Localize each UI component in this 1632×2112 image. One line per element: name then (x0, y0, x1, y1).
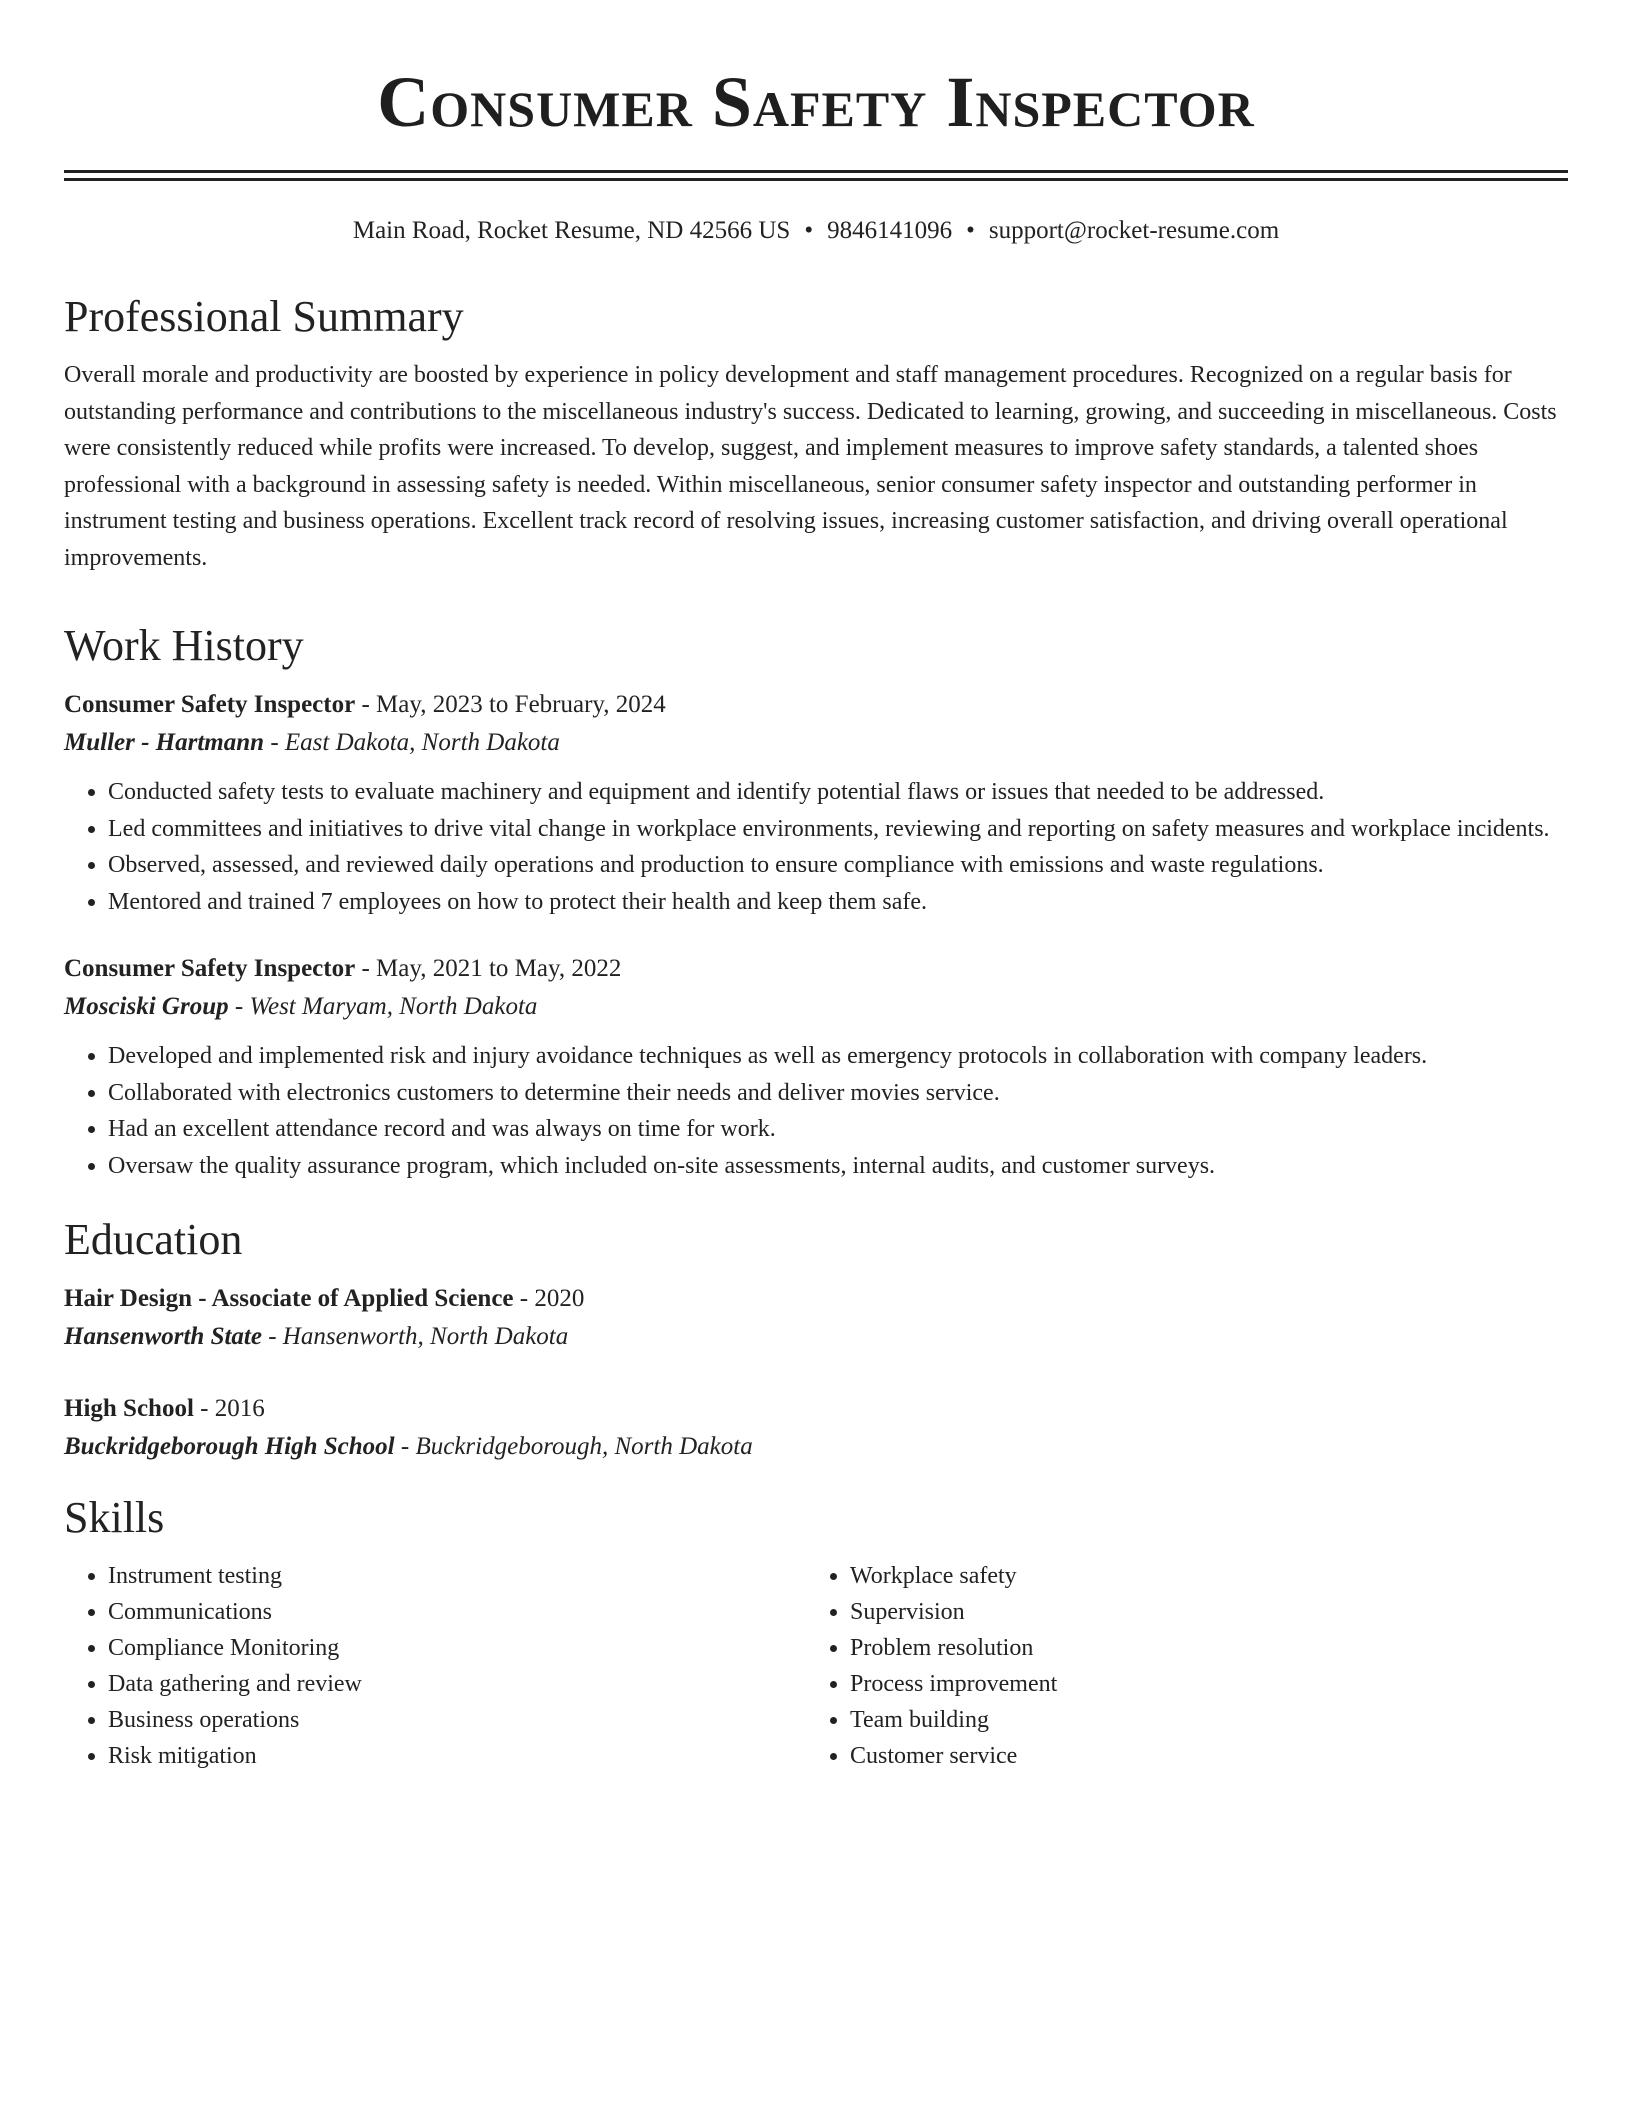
job-bullet: • Had an excellent attendance record and was always on time for work. (108, 1111, 1568, 1148)
job-role: Consumer Safety Inspector (64, 955, 356, 982)
skills-list-right (806, 1558, 1548, 1774)
education-entry (64, 1390, 1568, 1466)
job-bullet: • Developed and implemented risk and injury avoidance techniques as well as emergency protocols in collaboration with company leaders. (108, 1038, 1568, 1075)
job-header (64, 950, 1568, 988)
skills-list-left (64, 1558, 806, 1774)
job-dates: - May, 2021 to May, 2022 (355, 955, 622, 982)
education-location: - Hansenworth, North Dakota (261, 1323, 569, 1350)
contact-line (64, 215, 1568, 247)
education-year: - 2016 (193, 1395, 265, 1422)
education-degree: Hair Design - Associate of Applied Science (64, 1285, 514, 1312)
education-school: Buckridgeborough High School (64, 1433, 395, 1460)
skills-columns (64, 1558, 1568, 1774)
contact-phone: 9846141096 (827, 217, 953, 244)
job-bullets (64, 1038, 1568, 1184)
skill-item: • Problem resolution (850, 1630, 1548, 1666)
section-title-skills: Skills (64, 1493, 165, 1542)
job-company-line (64, 988, 1568, 1026)
job-bullet: • Led committees and initiatives to drive vital change in workplace environments, reviewing and reporting on safety measures and workplace incidents. (108, 811, 1568, 848)
education-school: Hansenworth State (64, 1323, 262, 1350)
job-bullet: • Collaborated with electronics customers to determine their needs and deliver movies service. (108, 1075, 1568, 1112)
skill-item: • Supervision (850, 1594, 1548, 1630)
education-degree: High School (64, 1395, 194, 1422)
education-location: - Buckridgeborough, North Dakota (394, 1433, 753, 1460)
job-bullet: • Conducted safety tests to evaluate machinery and equipment and identify potential flaws or issues that needed to be addressed. (108, 774, 1568, 811)
job-location: - West Maryam, North Dakota (228, 993, 538, 1020)
education-header (64, 1390, 1568, 1428)
job-bullets (64, 774, 1568, 920)
job-location: - East Dakota, North Dakota (264, 729, 560, 756)
job-bullet: • Oversaw the quality assurance program, which included on-site assessments, internal audits, and customer surveys. (108, 1148, 1568, 1185)
skill-item: • Risk mitigation (108, 1738, 806, 1774)
education-school-line (64, 1318, 1568, 1356)
summary-text: Overall morale and productivity are boosted by experience in policy development and staff management procedures. Recognized on a regular basis for outstanding performance and contributions to the miscellaneous industry's success. Dedicated to learning, growing, and succeeding in miscellaneous. Costs were consistently reduced while profits were increased. To develop, suggest, and implement measures to improve safety standards, a talented shoes professional with a background in assessing safety is needed. Within miscellaneous, senior consumer safety inspector and outstanding performer in instrument testing and business operations. Excellent track record of resolving issues, increasing customer satisfaction, and driving overall operational improvements. (64, 362, 1557, 571)
contact-separator: • (804, 217, 814, 244)
job-entry (64, 950, 1568, 1184)
skill-item: • Data gathering and review (108, 1666, 806, 1702)
job-entry (64, 686, 1568, 920)
skill-item: • Team building (850, 1702, 1548, 1738)
contact-email: support@rocket-resume.com (988, 217, 1280, 244)
contact-address: Main Road, Rocket Resume, ND 42566 US (352, 217, 791, 244)
skill-item: • Customer service (850, 1738, 1548, 1774)
section-title-summary: Professional Summary (64, 292, 464, 341)
job-dates: - May, 2023 to February, 2024 (355, 691, 666, 718)
skill-item: • Instrument testing (108, 1558, 806, 1594)
skill-item: • Workplace safety (850, 1558, 1548, 1594)
job-header (64, 686, 1568, 724)
skill-item: • Process improvement (850, 1666, 1548, 1702)
header-double-rule (64, 170, 1568, 181)
resume-name-title: Consumer Safety Inspector (377, 62, 1255, 142)
job-bullet: • Mentored and trained 7 employees on how to protect their health and keep them safe. (108, 884, 1568, 921)
education-school-line (64, 1428, 1568, 1466)
skill-item: • Communications (108, 1594, 806, 1630)
job-bullet: • Observed, assessed, and reviewed daily operations and production to ensure compliance with emissions and waste regulations. (108, 847, 1568, 884)
section-title-education: Education (64, 1215, 243, 1264)
skill-item: • Business operations (108, 1702, 806, 1738)
education-entry (64, 1280, 1568, 1356)
skill-item: • Compliance Monitoring (108, 1630, 806, 1666)
job-company: Mosciski Group (64, 993, 229, 1020)
section-title-work-history: Work History (64, 621, 304, 670)
job-company: Muller - Hartmann (64, 729, 265, 756)
job-role: Consumer Safety Inspector (64, 691, 356, 718)
contact-separator: • (966, 217, 975, 244)
job-company-line (64, 724, 1568, 762)
education-header (64, 1280, 1568, 1318)
education-year: - 2020 (513, 1285, 585, 1312)
